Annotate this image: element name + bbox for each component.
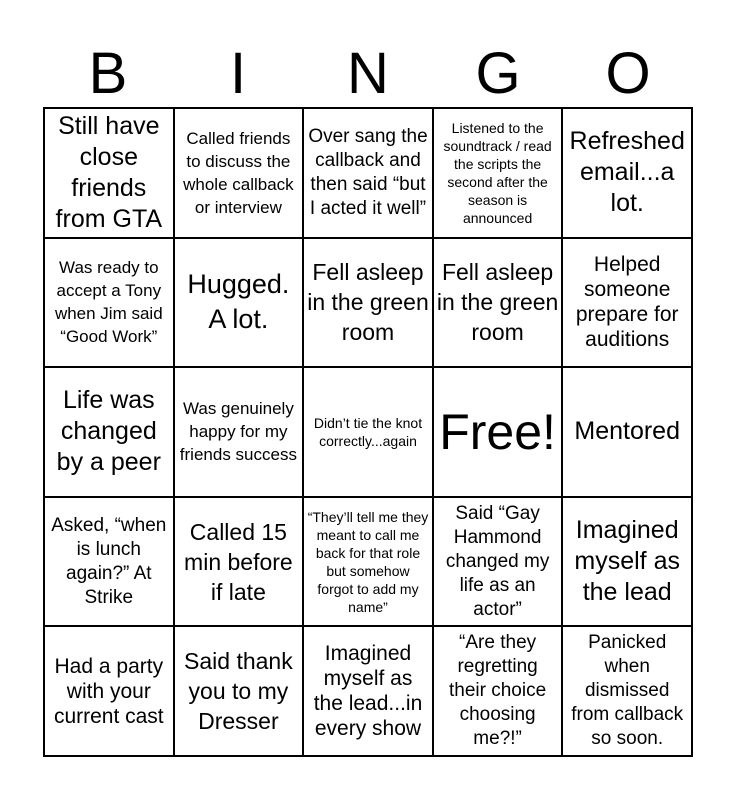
bingo-cell[interactable]: [562, 497, 692, 627]
bingo-cell[interactable]: [303, 626, 433, 756]
bingo-cell[interactable]: [303, 238, 433, 368]
bingo-cell[interactable]: [44, 238, 174, 368]
bingo-cell[interactable]: [303, 108, 433, 238]
cell-text: Said thank you to my Dresser: [184, 648, 293, 735]
cell-text: Imagined myself as the lead...in every show: [313, 642, 423, 741]
cell-text: Helped someone prepare for auditions: [575, 253, 679, 352]
header-letter-b: B: [88, 41, 128, 106]
cell-text: Called friends to discuss the whole callback or interview: [183, 128, 294, 217]
cell-text: Fell asleep in the green room: [436, 259, 559, 346]
bingo-cell[interactable]: [303, 497, 433, 627]
free-space-text: Free!: [439, 403, 556, 460]
cell-text: Over sang the callback and then said “but I acted it well”: [308, 125, 428, 219]
bingo-cell[interactable]: [174, 108, 304, 238]
bingo-cell[interactable]: [174, 626, 304, 756]
cell-text: Called 15 min before if late: [184, 518, 293, 605]
cell-text: Life was changed by a peer: [56, 386, 161, 477]
header-letter-o: O: [605, 41, 651, 106]
cell-text: Fell asleep in the green room: [307, 259, 429, 346]
bingo-cell[interactable]: [44, 497, 174, 627]
bingo-cell[interactable]: [303, 367, 433, 497]
cell-text: Hugged. A lot.: [187, 269, 290, 335]
cell-text: Said “Gay Hammond changed my life as an actor”: [445, 502, 550, 620]
bingo-cell[interactable]: [174, 238, 304, 368]
cell-text: Imagined myself as the lead: [574, 516, 680, 607]
header-letter-n: N: [347, 41, 389, 106]
bingo-header: [43, 40, 693, 108]
bingo-cell[interactable]: [562, 108, 692, 238]
cell-text: “They’ll tell me they meant to call me back for that role but somehow forgot to add my name”: [307, 508, 429, 615]
bingo-board: [43, 107, 693, 757]
bingo-cell[interactable]: [562, 367, 692, 497]
bingo-cell[interactable]: [562, 238, 692, 368]
bingo-cell[interactable]: [562, 626, 692, 756]
header-letter-g: G: [475, 41, 521, 106]
cell-text: Mentored: [574, 417, 680, 446]
cell-text: Asked, “when is lunch again?” At Strike: [51, 514, 167, 608]
bingo-cell[interactable]: [174, 367, 304, 497]
bingo-cell[interactable]: [174, 497, 304, 627]
cell-text: Panicked when dismissed from callback so soon.: [571, 632, 684, 750]
cell-text: Was ready to accept a Tony when Jim said “Good Work”: [54, 258, 163, 347]
cell-text: Still have close friends from GTA: [55, 111, 163, 233]
cell-text: “Are they regretting their choice choosing me?!”: [449, 632, 547, 750]
header-letter-i: I: [229, 41, 247, 106]
bingo-cell[interactable]: [433, 238, 563, 368]
bingo-cell[interactable]: [433, 108, 563, 238]
cell-text: Had a party with your current cast: [53, 654, 164, 728]
cell-text: Didn’t tie the knot correctly...again: [313, 414, 423, 449]
free-space-cell[interactable]: [433, 367, 563, 497]
bingo-cell[interactable]: [44, 626, 174, 756]
bingo-cell[interactable]: [433, 626, 563, 756]
bingo-cell[interactable]: [44, 367, 174, 497]
cell-text: Listened to the soundtrack / read the scripts the second after the season is announced: [443, 119, 552, 226]
cell-text: Refreshed email...a lot.: [569, 127, 685, 218]
cell-text: Was genuinely happy for my friends success: [179, 399, 297, 465]
bingo-cell[interactable]: [433, 497, 563, 627]
bingo-cell[interactable]: [44, 108, 174, 238]
